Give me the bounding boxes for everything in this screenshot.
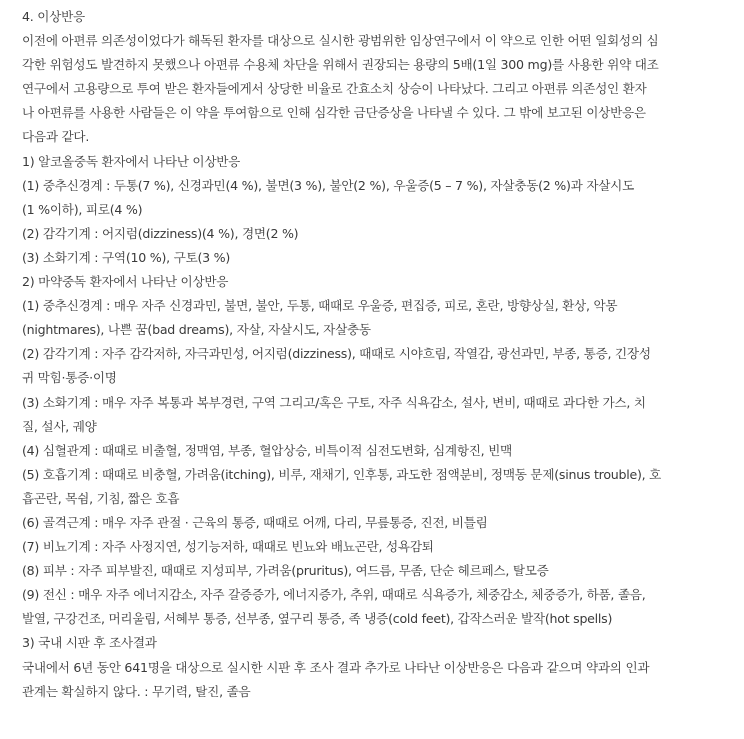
paragraph-line: 관계는 확실하지 않다. : 무기력, 탈진, 졸음 <box>22 683 251 699</box>
list-item: 발열, 구강건조, 머리울림, 서혜부 통증, 선부종, 옆구리 통증, 족 냉증(cold feet), 갑작스러운 발작(hot spells) <box>22 611 613 627</box>
intro-paragraph-line: 나 아편류를 사용한 사람들은 이 약을 투여함으로 인해 심각한 금단증상을 나타낼 수 있다. 그 밖에 보고된 이상반응은 <box>22 105 646 121</box>
subsection-title-alcohol: 1) 알코올중독 환자에서 나타난 이상반응 <box>22 153 241 169</box>
list-item: (nightmares), 나쁜 꿈(bad dreams), 자살, 자살시도, 자살충동 <box>22 322 371 338</box>
list-item: (3) 소화기계 : 매우 자주 복통과 복부경련, 구역 그리고/혹은 구토, 자주 식욕감소, 설사, 변비, 때때로 과다한 가스, 치 <box>22 394 646 410</box>
list-item: (6) 골격근계 : 매우 자주 관절 · 근육의 통증, 때때로 어깨, 다리, 무릎통증, 진전, 비틀림 <box>22 514 488 530</box>
list-item: (2) 감각기계 : 어지럼(dizziness)(4 %), 경면(2 %) <box>22 225 299 241</box>
document-body <box>22 5 724 704</box>
list-item: (5) 호흡기계 : 때때로 비충혈, 가려움(itching), 비루, 재채기, 인후통, 과도한 점액분비, 정맥동 문제(sinus trouble), 호 <box>22 466 662 482</box>
list-item: (4) 심혈관계 : 때때로 비출혈, 정맥염, 부종, 혈압상승, 비특이적 심전도변화, 심계항진, 빈맥 <box>22 442 513 458</box>
list-item: (2) 감각기계 : 자주 감각저하, 자극과민성, 어지럼(dizziness), 때때로 시야흐림, 작열감, 광선과민, 부종, 통증, 긴장성 <box>22 346 651 362</box>
subsection-title-narcotics: 2) 마약중독 환자에서 나타난 이상반응 <box>22 274 229 290</box>
list-item: (3) 소화기계 : 구역(10 %), 구토(3 %) <box>22 249 231 265</box>
list-item: (9) 전신 : 매우 자주 에너지감소, 자주 갈증증가, 에너지증가, 추위, 때때로 식욕증가, 체중감소, 체중증가, 하품, 졸음, <box>22 587 646 603</box>
list-item: 질, 설사, 궤양 <box>22 418 97 434</box>
list-item: (8) 피부 : 자주 피부발진, 때때로 지성피부, 가려움(pruritus), 여드름, 무좀, 단순 헤르페스, 탈모증 <box>22 563 549 579</box>
intro-paragraph-line: 이전에 아편류 의존성이었다가 해독된 환자를 대상으로 실시한 광범위한 임상연구에서 이 약으로 인한 어떤 일회성의 심 <box>22 33 659 49</box>
list-item: 귀 막힘·통증·이명 <box>22 370 117 386</box>
section-heading: 4. 이상반응 <box>22 9 85 24</box>
subsection-title-postmarketing: 3) 국내 시판 후 조사결과 <box>22 635 157 651</box>
paragraph-line: 국내에서 6년 동안 641명을 대상으로 실시한 시판 후 조사 결과 추가로 나타난 이상반응은 다음과 같으며 약과의 인과 <box>22 659 650 675</box>
intro-paragraph-line: 각한 위험성도 발견하지 못했으나 아편류 수용체 차단을 위해서 권장되는 용량의 5배(1일 300 mg)를 사용한 위약 대조 <box>22 57 659 73</box>
list-item: (1) 중추신경계 : 매우 자주 신경과민, 불면, 불안, 두통, 때때로 우울증, 편집증, 피로, 혼란, 방향상실, 환상, 악몽 <box>22 298 618 314</box>
list-item: (1 %이하), 피로(4 %) <box>22 201 143 217</box>
list-item: (7) 비뇨기계 : 자주 사정지연, 성기능저하, 때때로 빈뇨와 배뇨곤란, 성욕감퇴 <box>22 539 434 555</box>
intro-paragraph-line: 다음과 같다. <box>22 129 90 145</box>
intro-paragraph-line: 연구에서 고용량으로 투여 받은 환자들에게서 상당한 비율로 간효소치 상승이 나타났다. 그리고 아편류 의존성인 환자 <box>22 81 647 97</box>
list-item: (1) 중추신경계 : 두통(7 %), 신경과민(4 %), 불면(3 %), 불안(2 %), 우울증(5 – 7 %), 자살충동(2 %)과 자살시도 <box>22 177 635 193</box>
list-item: 흡곤란, 목쉼, 기침, 짧은 호흡 <box>22 490 180 506</box>
